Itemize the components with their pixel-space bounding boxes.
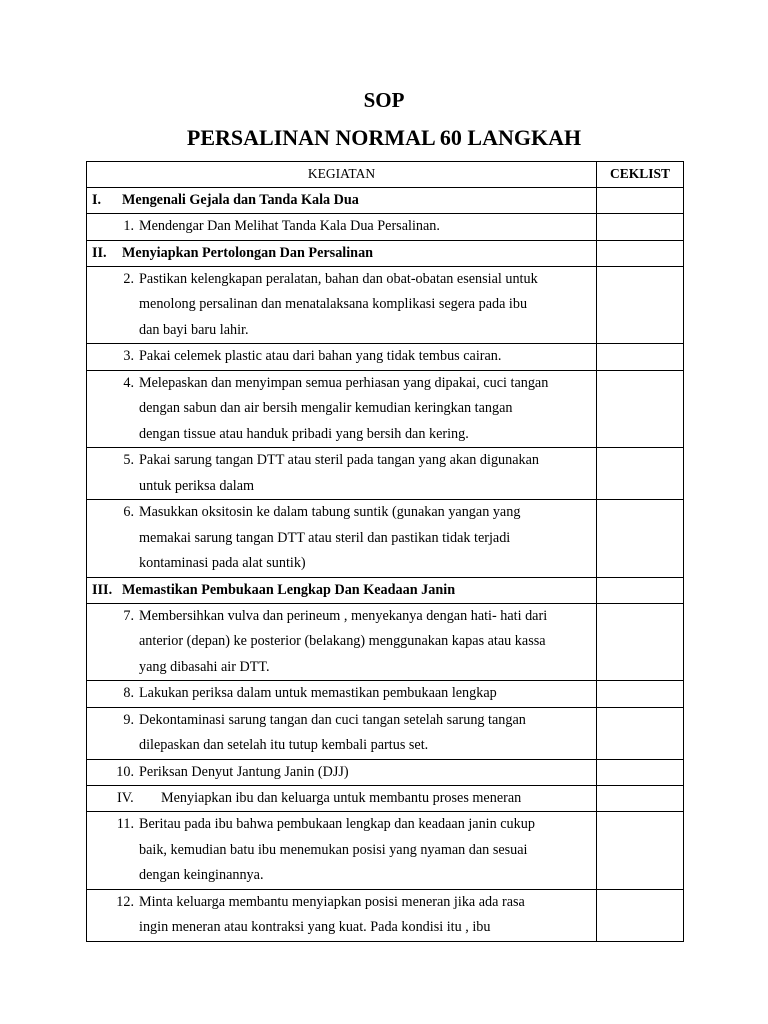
step-number: 9. <box>123 711 134 728</box>
checklist-cell[interactable] <box>597 370 684 448</box>
table-row <box>87 370 684 448</box>
step-text: Melepaskan dan menyimpan semua perhiasan yang dipakai, cuci tangan <box>139 374 549 391</box>
step-text: Minta keluarga membantu menyiapkan posisi meneran jika ada rasa <box>139 893 525 910</box>
step-text: dan bayi baru lahir. <box>139 321 249 338</box>
checklist-cell[interactable] <box>597 681 684 708</box>
table-row <box>87 448 684 500</box>
table-row <box>87 889 684 941</box>
checklist-cell[interactable] <box>597 266 684 344</box>
sop-checklist-table <box>86 161 684 942</box>
document-title: SOP <box>363 88 405 112</box>
checklist-cell[interactable] <box>597 759 684 786</box>
checklist-cell[interactable] <box>597 812 684 890</box>
checklist-cell[interactable] <box>597 344 684 371</box>
step-text: Dekontaminasi sarung tangan dan cuci tangan setelah sarung tangan <box>139 711 526 728</box>
step-text: Pakai celemek plastic atau dari bahan yang tidak tembus cairan. <box>139 348 502 364</box>
step-text: dengan keinginannya. <box>139 867 264 883</box>
checklist-cell[interactable] <box>597 500 684 578</box>
table-row <box>87 266 684 344</box>
step-text: Membersihkan vulva dan perineum , menyekanya dengan hati- hati dari <box>139 607 548 624</box>
section-numeral: II. <box>92 244 107 261</box>
step-text: dengan tissue atau handuk pribadi yang bersih dan kering. <box>139 425 469 442</box>
checklist-cell[interactable] <box>597 214 684 241</box>
step-number: 2. <box>123 270 134 287</box>
table-row <box>87 214 684 241</box>
section-title: Menyiapkan ibu dan keluarga untuk membantu proses meneran <box>161 790 522 806</box>
table-header-row <box>87 162 684 188</box>
step-text: dilepaskan dan setelah itu tutup kembali partus set. <box>139 737 429 753</box>
section-numeral: III. <box>92 581 113 598</box>
table-row <box>87 500 684 578</box>
section-row <box>87 577 684 603</box>
section-title: Menyiapkan Pertolongan Dan Persalinan <box>122 244 374 261</box>
step-number: 12. <box>116 893 134 910</box>
step-number: 5. <box>123 452 134 468</box>
step-text: dengan sabun dan air bersih mengalir kemudian keringkan tangan <box>139 400 513 416</box>
checklist-cell[interactable] <box>597 188 684 214</box>
step-number: 8. <box>123 685 134 701</box>
header-activity: KEGIATAN <box>87 162 597 188</box>
checklist-cell[interactable] <box>597 707 684 759</box>
header-checklist: CEKLIST <box>597 162 684 188</box>
step-number: 6. <box>123 504 134 520</box>
step-number: 4. <box>123 374 134 391</box>
checklist-cell[interactable] <box>597 240 684 266</box>
step-number: 11. <box>116 816 134 832</box>
table-row <box>87 707 684 759</box>
step-number: 1. <box>123 218 134 234</box>
step-text: Beritau pada ibu bahwa pembukaan lengkap dan keadaan janin cukup <box>139 816 535 832</box>
table-row <box>87 759 684 786</box>
section-row <box>87 786 684 812</box>
checklist-cell[interactable] <box>597 786 684 812</box>
step-text: baik, kemudian batu ibu menemukan posisi yang nyaman dan sesuai <box>139 841 528 858</box>
step-text: kontaminasi pada alat suntik) <box>139 555 306 571</box>
step-text: Pakai sarung tangan DTT atau steril pada tangan yang akan digunakan <box>139 452 540 468</box>
step-text: memakai sarung tangan DTT atau steril dan pastikan tidak terjadi <box>139 529 511 546</box>
section-title: Memastikan Pembukaan Lengkap Dan Keadaan Janin <box>122 581 456 598</box>
checklist-cell[interactable] <box>597 448 684 500</box>
table-row <box>87 681 684 708</box>
table-row <box>87 812 684 890</box>
step-text: menolong persalinan dan menatalaksana komplikasi segera pada ibu <box>139 296 528 312</box>
step-number: 10. <box>116 763 134 780</box>
step-number: 7. <box>123 607 134 624</box>
step-text: yang dibasahi air DTT. <box>139 658 270 675</box>
section-row <box>87 240 684 266</box>
step-text: Periksan Denyut Jantung Janin (DJJ) <box>139 763 349 780</box>
step-text: Pastikan kelengkapan peralatan, bahan dan obat-obatan esensial untuk <box>139 270 538 287</box>
section-numeral: IV. <box>117 790 134 806</box>
step-text: ingin meneran atau kontraksi yang kuat. Pada kondisi itu , ibu <box>139 919 491 935</box>
section-title: Mengenali Gejala dan Tanda Kala Dua <box>122 192 359 208</box>
step-text: Masukkan oksitosin ke dalam tabung suntik (gunakan yangan yang <box>139 504 521 520</box>
step-number: 3. <box>123 348 134 364</box>
step-text: untuk periksa dalam <box>139 477 255 494</box>
step-text: Mendengar Dan Melihat Tanda Kala Dua Persalinan. <box>139 218 440 234</box>
table-row <box>87 603 684 681</box>
step-text: anterior (depan) ke posterior (belakang) menggunakan kapas atau kassa <box>139 633 546 649</box>
checklist-cell[interactable] <box>597 577 684 603</box>
document-subtitle: PERSALINAN NORMAL 60 LANGKAH <box>186 125 582 150</box>
section-numeral: I. <box>92 192 102 208</box>
step-text: Lakukan periksa dalam untuk memastikan pembukaan lengkap <box>139 685 497 701</box>
section-row <box>87 188 684 214</box>
checklist-cell[interactable] <box>597 889 684 941</box>
table-row <box>87 344 684 371</box>
checklist-cell[interactable] <box>597 603 684 681</box>
